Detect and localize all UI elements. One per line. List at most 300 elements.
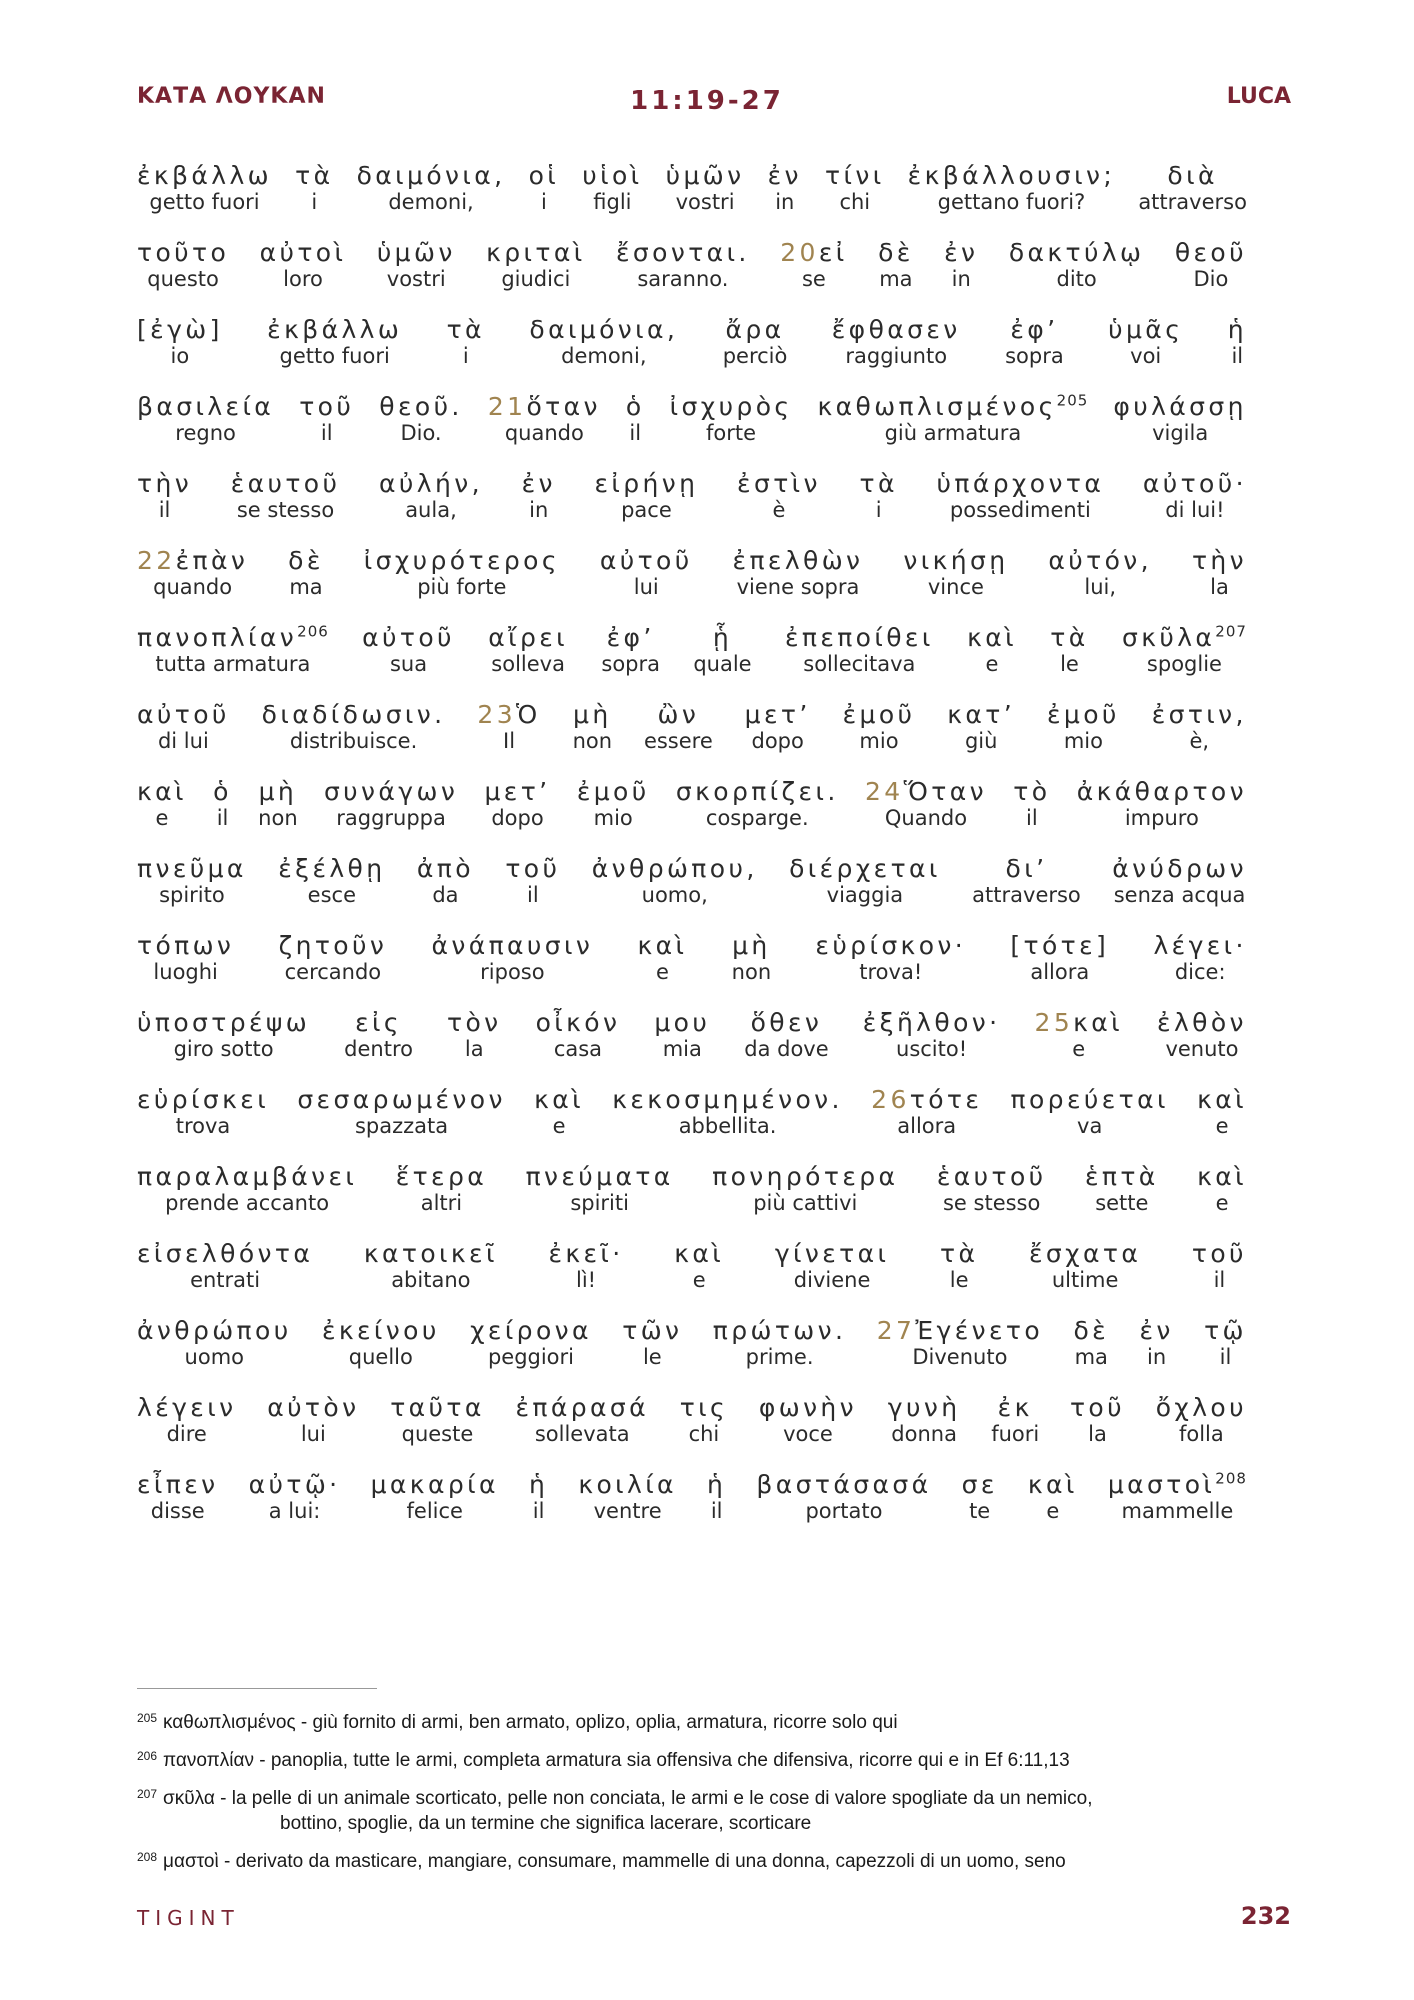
word-pair xyxy=(137,1240,313,1292)
italian-gloss: non xyxy=(572,729,613,753)
word-pair xyxy=(626,393,645,445)
greek-text: ἐν xyxy=(944,238,979,267)
word-pair xyxy=(860,470,898,522)
greek-text: ἐμοῦ xyxy=(576,777,650,806)
greek-text: ἐν xyxy=(767,161,802,190)
greek-word xyxy=(832,316,961,344)
word-pair xyxy=(1192,1240,1247,1292)
italian-gloss: se stesso xyxy=(236,498,335,522)
greek-word xyxy=(1192,1240,1247,1268)
greek-text: αὐτοῦ xyxy=(599,546,693,575)
italian-gloss: donna xyxy=(891,1422,957,1446)
greek-text: ἐπελθὼν xyxy=(732,546,864,575)
word-pair xyxy=(1153,932,1246,984)
greek-text: ἀπὸ xyxy=(416,854,474,883)
greek-text: ἐστὶν xyxy=(737,469,821,498)
italian-gloss: viene sopra xyxy=(736,575,860,599)
greek-text: ἰσχυρὸς xyxy=(669,392,793,421)
word-pair xyxy=(364,1240,498,1292)
greek-text: ἐκεῖ· xyxy=(548,1239,624,1268)
greek-text: τοῦ xyxy=(1191,1239,1247,1268)
word-pair xyxy=(379,470,483,522)
word-pair xyxy=(674,1240,724,1292)
greek-word xyxy=(357,162,506,190)
italian-gloss: giro sotto xyxy=(173,1037,274,1061)
greek-word xyxy=(137,393,274,421)
italian-gloss: pace xyxy=(621,498,672,522)
greek-text: ἐφ’ xyxy=(606,623,655,652)
italian-gloss: in xyxy=(951,267,971,291)
word-pair xyxy=(137,624,329,676)
italian-gloss: forte xyxy=(706,421,757,445)
word-pair xyxy=(780,239,847,291)
greek-word xyxy=(1153,932,1246,960)
greek-text: εἶπεν xyxy=(137,1470,219,1499)
greek-word xyxy=(278,855,385,883)
greek-text: κατ’ xyxy=(947,700,1016,729)
greek-word xyxy=(745,701,811,729)
greek-word xyxy=(297,1086,506,1114)
italian-gloss: e xyxy=(1215,1191,1229,1215)
footnote-text: καθωπλισμένος - giù fornito di armi, ben armato, oplizo, oplia, armatura, ricorre solo qui xyxy=(163,1712,898,1733)
italian-gloss: dentro xyxy=(344,1037,413,1061)
word-pair xyxy=(723,316,788,368)
italian-gloss: chi xyxy=(688,1422,720,1446)
greek-word xyxy=(137,547,248,575)
verse-number: 26 xyxy=(871,1085,910,1114)
italian-gloss: in xyxy=(775,190,795,214)
greek-text: ἑαυτοῦ xyxy=(230,469,341,498)
italian-gloss: ultime xyxy=(1051,1268,1119,1292)
word-pair xyxy=(1010,932,1109,984)
greek-text: ὑποστρέψω xyxy=(137,1008,311,1037)
greek-word xyxy=(860,470,898,498)
word-pair xyxy=(1197,1163,1247,1215)
italian-gloss: tutta armatura xyxy=(155,652,311,676)
italian-gloss: più forte xyxy=(417,575,507,599)
word-pair xyxy=(947,701,1015,753)
italian-gloss: allora xyxy=(897,1114,957,1138)
italian-gloss: di lui xyxy=(157,729,209,753)
greek-word xyxy=(1048,547,1152,575)
italian-gloss: uomo xyxy=(184,1345,245,1369)
greek-word xyxy=(377,239,456,267)
word-pair xyxy=(137,470,192,522)
greek-text: τις xyxy=(679,1393,729,1422)
greek-text: καὶ xyxy=(1027,1470,1078,1499)
greek-text: ἐν xyxy=(521,469,556,498)
italian-gloss: lui xyxy=(300,1422,326,1446)
italian-gloss: prime. xyxy=(745,1345,814,1369)
interlinear-line xyxy=(137,1239,1317,1292)
greek-text: καὶ xyxy=(137,777,187,806)
italian-gloss: sua xyxy=(389,652,428,676)
italian-gloss: e xyxy=(1046,1499,1060,1523)
greek-text: βασιλεία xyxy=(137,392,275,421)
greek-word xyxy=(638,932,688,960)
greek-text: λέγει· xyxy=(1153,931,1247,960)
word-pair xyxy=(712,1163,898,1215)
greek-word xyxy=(322,1317,440,1345)
italian-gloss: gettano fuori? xyxy=(937,190,1086,214)
footnote-marker: 208 xyxy=(1215,1469,1247,1488)
greek-word xyxy=(371,1471,499,1499)
greek-word xyxy=(1228,316,1247,344)
italian-gloss: il xyxy=(320,421,333,445)
word-pair xyxy=(262,701,446,753)
greek-text: ἡ xyxy=(707,1470,727,1499)
greek-text: μετ’ xyxy=(744,700,811,729)
italian-gloss: abbellita. xyxy=(678,1114,777,1138)
verse-number: 23 xyxy=(477,700,517,729)
italian-gloss: e xyxy=(1072,1037,1086,1061)
greek-text: ἐπάρασά xyxy=(515,1393,649,1422)
italian-gloss: mia xyxy=(662,1037,702,1061)
greek-word xyxy=(780,239,847,267)
italian-gloss: giudici xyxy=(501,267,571,291)
greek-text: διὰ xyxy=(1167,161,1218,190)
greek-text: Ἐγένετο xyxy=(915,1316,1044,1345)
word-pair xyxy=(578,1471,677,1523)
greek-text: ἀνθρώπου, xyxy=(591,854,758,883)
greek-word xyxy=(548,1240,623,1268)
italian-gloss: chi xyxy=(839,190,871,214)
greek-text: εἰς xyxy=(355,1008,402,1037)
greek-text: καὶ xyxy=(1197,1162,1247,1191)
greek-text: αὐλήν, xyxy=(379,469,483,498)
word-pair xyxy=(1048,547,1152,599)
word-pair xyxy=(1029,1240,1141,1292)
greek-word xyxy=(529,1471,548,1499)
greek-word xyxy=(612,1086,843,1114)
verse-number: 21 xyxy=(487,392,527,421)
word-pair xyxy=(707,1471,726,1523)
greek-word xyxy=(262,701,446,729)
italian-gloss: loro xyxy=(283,267,323,291)
italian-gloss: impuro xyxy=(1124,806,1199,830)
word-pair xyxy=(843,701,916,753)
greek-word xyxy=(299,393,354,421)
greek-text: ἐκ xyxy=(997,1393,1033,1422)
italian-gloss: Dio. xyxy=(400,421,442,445)
greek-word xyxy=(1035,1009,1124,1037)
word-pair xyxy=(417,855,474,907)
greek-text: διαδίδωσιν. xyxy=(261,700,446,729)
greek-text: οἶκόν xyxy=(535,1008,621,1037)
word-pair xyxy=(1009,239,1145,291)
word-pair xyxy=(249,1471,341,1523)
word-pair xyxy=(638,932,688,984)
word-pair xyxy=(137,1163,357,1215)
word-pair xyxy=(863,1009,1001,1061)
greek-word xyxy=(137,778,187,806)
italian-gloss: e xyxy=(692,1268,706,1292)
italian-gloss: voi xyxy=(1130,344,1162,368)
greek-word xyxy=(937,1163,1047,1191)
greek-word xyxy=(1157,1009,1247,1037)
italian-gloss: saranno. xyxy=(637,267,729,291)
italian-gloss: viaggia xyxy=(826,883,904,907)
word-pair xyxy=(297,1086,506,1138)
greek-word xyxy=(231,470,341,498)
greek-word xyxy=(1156,1394,1247,1422)
greek-word xyxy=(260,239,347,267)
italian-gloss: ma xyxy=(1074,1345,1108,1369)
greek-word xyxy=(1050,624,1088,652)
header-book-greek: ΚΑΤΑ ΛΟΥΚΑΝ xyxy=(137,84,326,109)
word-pair xyxy=(488,624,568,676)
greek-text: ὅταν xyxy=(526,392,601,421)
page-number: 232 xyxy=(1240,1902,1291,1930)
greek-text: Ὁ xyxy=(516,700,541,729)
italian-gloss: quando xyxy=(153,575,233,599)
greek-text: καθωπλισμένος xyxy=(817,392,1057,421)
footnote-number: 207 xyxy=(137,1787,158,1801)
italian-gloss: dire xyxy=(166,1422,207,1446)
greek-text: τοῦτο xyxy=(137,238,230,267)
footnote-marker: 206 xyxy=(297,622,329,641)
word-pair xyxy=(877,1317,1043,1369)
greek-word xyxy=(1192,547,1247,575)
greek-word xyxy=(1013,778,1050,806)
greek-word xyxy=(578,1471,677,1499)
italian-gloss: a lui: xyxy=(268,1499,321,1523)
greek-word xyxy=(789,855,941,883)
greek-word xyxy=(515,1394,649,1422)
word-pair xyxy=(137,855,247,907)
interlinear-line xyxy=(137,469,1317,522)
italian-gloss: voce xyxy=(783,1422,833,1446)
word-pair xyxy=(137,1471,219,1523)
word-pair xyxy=(548,1240,623,1292)
interlinear-line xyxy=(137,777,1317,830)
greek-word xyxy=(470,1317,592,1345)
word-pair xyxy=(267,316,402,368)
greek-word xyxy=(1010,932,1109,960)
italian-gloss: mio xyxy=(859,729,899,753)
word-pair xyxy=(379,393,463,445)
greek-text: δακτύλῳ xyxy=(1008,238,1145,267)
word-pair xyxy=(477,701,540,753)
greek-text: πνεῦμα xyxy=(137,854,247,883)
word-pair xyxy=(529,316,678,368)
greek-word xyxy=(364,1240,498,1268)
word-pair xyxy=(278,855,385,907)
greek-text: ἕτερα xyxy=(395,1162,488,1191)
footnote-text: σκῦλα - la pelle di un animale scorticato, pelle non conciata, le armi e le cose di valore spogliate da un nemico, xyxy=(163,1788,1093,1809)
word-pair xyxy=(137,1086,269,1138)
word-pair xyxy=(137,1317,292,1369)
greek-word xyxy=(998,1394,1033,1422)
italian-gloss: vostri xyxy=(386,267,446,291)
greek-word xyxy=(768,162,802,190)
word-pair xyxy=(1050,624,1088,676)
greek-text: θεοῦ xyxy=(1174,238,1247,267)
word-pair xyxy=(279,932,388,984)
word-pair xyxy=(594,470,698,522)
greek-text: ὑμῶν xyxy=(376,238,456,267)
italian-gloss: altri xyxy=(420,1191,463,1215)
greek-word xyxy=(785,624,934,652)
italian-gloss: da xyxy=(432,883,459,907)
italian-gloss: uscito! xyxy=(896,1037,968,1061)
greek-word xyxy=(707,1471,726,1499)
italian-gloss: senza acqua xyxy=(1113,883,1246,907)
greek-word xyxy=(878,239,914,267)
footnote-divider xyxy=(137,1688,377,1689)
italian-gloss: trova xyxy=(175,1114,231,1138)
greek-word xyxy=(607,624,655,652)
italian-gloss: te xyxy=(969,1499,991,1523)
italian-gloss: lui xyxy=(633,575,659,599)
italian-gloss: dopo xyxy=(491,806,544,830)
italian-gloss: spoglie xyxy=(1146,652,1222,676)
word-pair xyxy=(1143,470,1247,522)
word-pair xyxy=(536,1009,621,1061)
word-pair xyxy=(1152,701,1247,753)
greek-word xyxy=(288,547,324,575)
italian-gloss: il xyxy=(158,498,171,522)
greek-text: συνάγων xyxy=(323,777,459,806)
greek-word xyxy=(137,701,230,729)
greek-text: Ὅταν xyxy=(903,777,987,806)
footnote-text-block xyxy=(163,1849,1317,1874)
word-pair xyxy=(582,162,642,214)
greek-word xyxy=(505,855,560,883)
word-pair xyxy=(357,162,506,214)
greek-word xyxy=(259,778,298,806)
italian-gloss: è xyxy=(772,498,786,522)
word-pair xyxy=(431,932,593,984)
greek-text: [ἐγὼ] xyxy=(137,315,223,344)
word-pair xyxy=(295,162,333,214)
greek-text: ζητοῦν xyxy=(278,931,388,960)
word-pair xyxy=(1073,1317,1109,1369)
italian-gloss: vostri xyxy=(675,190,735,214)
word-pair xyxy=(1197,1086,1247,1138)
greek-word xyxy=(670,393,793,421)
greek-word xyxy=(396,1163,487,1191)
greek-word xyxy=(279,932,388,960)
greek-word xyxy=(726,316,785,344)
greek-word xyxy=(362,624,455,652)
italian-gloss: essere xyxy=(643,729,713,753)
greek-word xyxy=(1197,1086,1247,1114)
greek-word xyxy=(477,701,540,729)
greek-text: ἐκείνου xyxy=(321,1316,440,1345)
greek-text: ἀνύδρων xyxy=(1112,854,1247,883)
word-pair xyxy=(1157,1009,1247,1061)
greek-text: εὑρίσκει xyxy=(137,1085,270,1114)
italian-gloss: ma xyxy=(289,575,323,599)
greek-text: ὅθεν xyxy=(750,1008,823,1037)
word-pair xyxy=(654,1009,710,1061)
word-pair xyxy=(967,624,1017,676)
greek-word xyxy=(1175,239,1247,267)
footnote-marker: 207 xyxy=(1215,622,1247,641)
greek-word xyxy=(865,778,987,806)
footer-publisher: TIGINT xyxy=(137,1906,240,1930)
word-pair xyxy=(756,1471,931,1523)
greek-text: δαιμόνια, xyxy=(356,161,506,190)
italian-gloss: il xyxy=(1025,806,1038,830)
footnote xyxy=(137,1710,1317,1735)
greek-word xyxy=(622,1317,682,1345)
greek-word xyxy=(733,547,864,575)
greek-word xyxy=(137,239,229,267)
word-pair xyxy=(908,162,1116,214)
greek-text: τὰ xyxy=(295,161,334,190)
greek-word xyxy=(1122,624,1247,652)
word-pair xyxy=(745,701,811,753)
word-pair xyxy=(486,239,585,291)
greek-word xyxy=(488,393,601,421)
greek-word xyxy=(447,316,485,344)
greek-text: δὲ xyxy=(1073,1316,1110,1345)
interlinear-line xyxy=(137,1162,1317,1215)
greek-word xyxy=(1167,162,1217,190)
greek-word xyxy=(1112,855,1247,883)
greek-word xyxy=(937,470,1105,498)
word-pair xyxy=(972,855,1081,907)
header-chapter-verses: 11:19-27 xyxy=(630,86,784,116)
header-book-italian: LUCA xyxy=(1226,84,1291,109)
word-pair xyxy=(344,1009,413,1061)
word-pair xyxy=(267,1394,359,1446)
word-pair xyxy=(1108,316,1183,368)
greek-text: εὑρίσκον· xyxy=(815,931,967,960)
italian-gloss: più cattivi xyxy=(753,1191,858,1215)
italian-gloss: di lui! xyxy=(1165,498,1225,522)
greek-word xyxy=(616,239,750,267)
word-pair xyxy=(693,624,751,676)
italian-gloss: il xyxy=(1213,1268,1226,1292)
greek-text: ἐφ’ xyxy=(1010,315,1059,344)
interlinear-line xyxy=(137,391,1317,445)
greek-text: τὴν xyxy=(137,469,193,498)
italian-gloss: ma xyxy=(879,267,913,291)
word-pair xyxy=(825,162,885,214)
greek-word xyxy=(680,1394,728,1422)
greek-text: κατοικεῖ xyxy=(363,1239,498,1268)
word-pair xyxy=(1047,701,1120,753)
greek-text: ἐκβάλλουσιν; xyxy=(907,161,1116,190)
word-pair xyxy=(529,1471,548,1523)
greek-text: ὑπάρχοντα xyxy=(936,469,1105,498)
greek-text: καὶ xyxy=(674,1239,725,1268)
greek-text: γυνὴ xyxy=(887,1393,961,1422)
greek-word xyxy=(1077,778,1247,806)
italian-gloss: in xyxy=(1147,1345,1167,1369)
greek-word xyxy=(713,1317,847,1345)
greek-word xyxy=(818,393,1089,421)
word-pair xyxy=(137,778,187,830)
italian-gloss: la xyxy=(1210,575,1229,599)
greek-text: τὰ xyxy=(446,315,485,344)
greek-text: δαιμόνια, xyxy=(529,315,679,344)
greek-word xyxy=(137,1240,313,1268)
greek-text: μακαρία xyxy=(370,1470,499,1499)
greek-word xyxy=(1070,1394,1125,1422)
greek-word xyxy=(1108,316,1183,344)
greek-text: ἡ xyxy=(528,1470,549,1499)
greek-text: οἱ xyxy=(528,161,560,190)
word-pair xyxy=(937,470,1105,522)
greek-text: ἐμοῦ xyxy=(842,700,916,729)
italian-gloss: e xyxy=(155,806,169,830)
word-pair xyxy=(1122,624,1247,676)
word-pair xyxy=(818,393,1089,445)
